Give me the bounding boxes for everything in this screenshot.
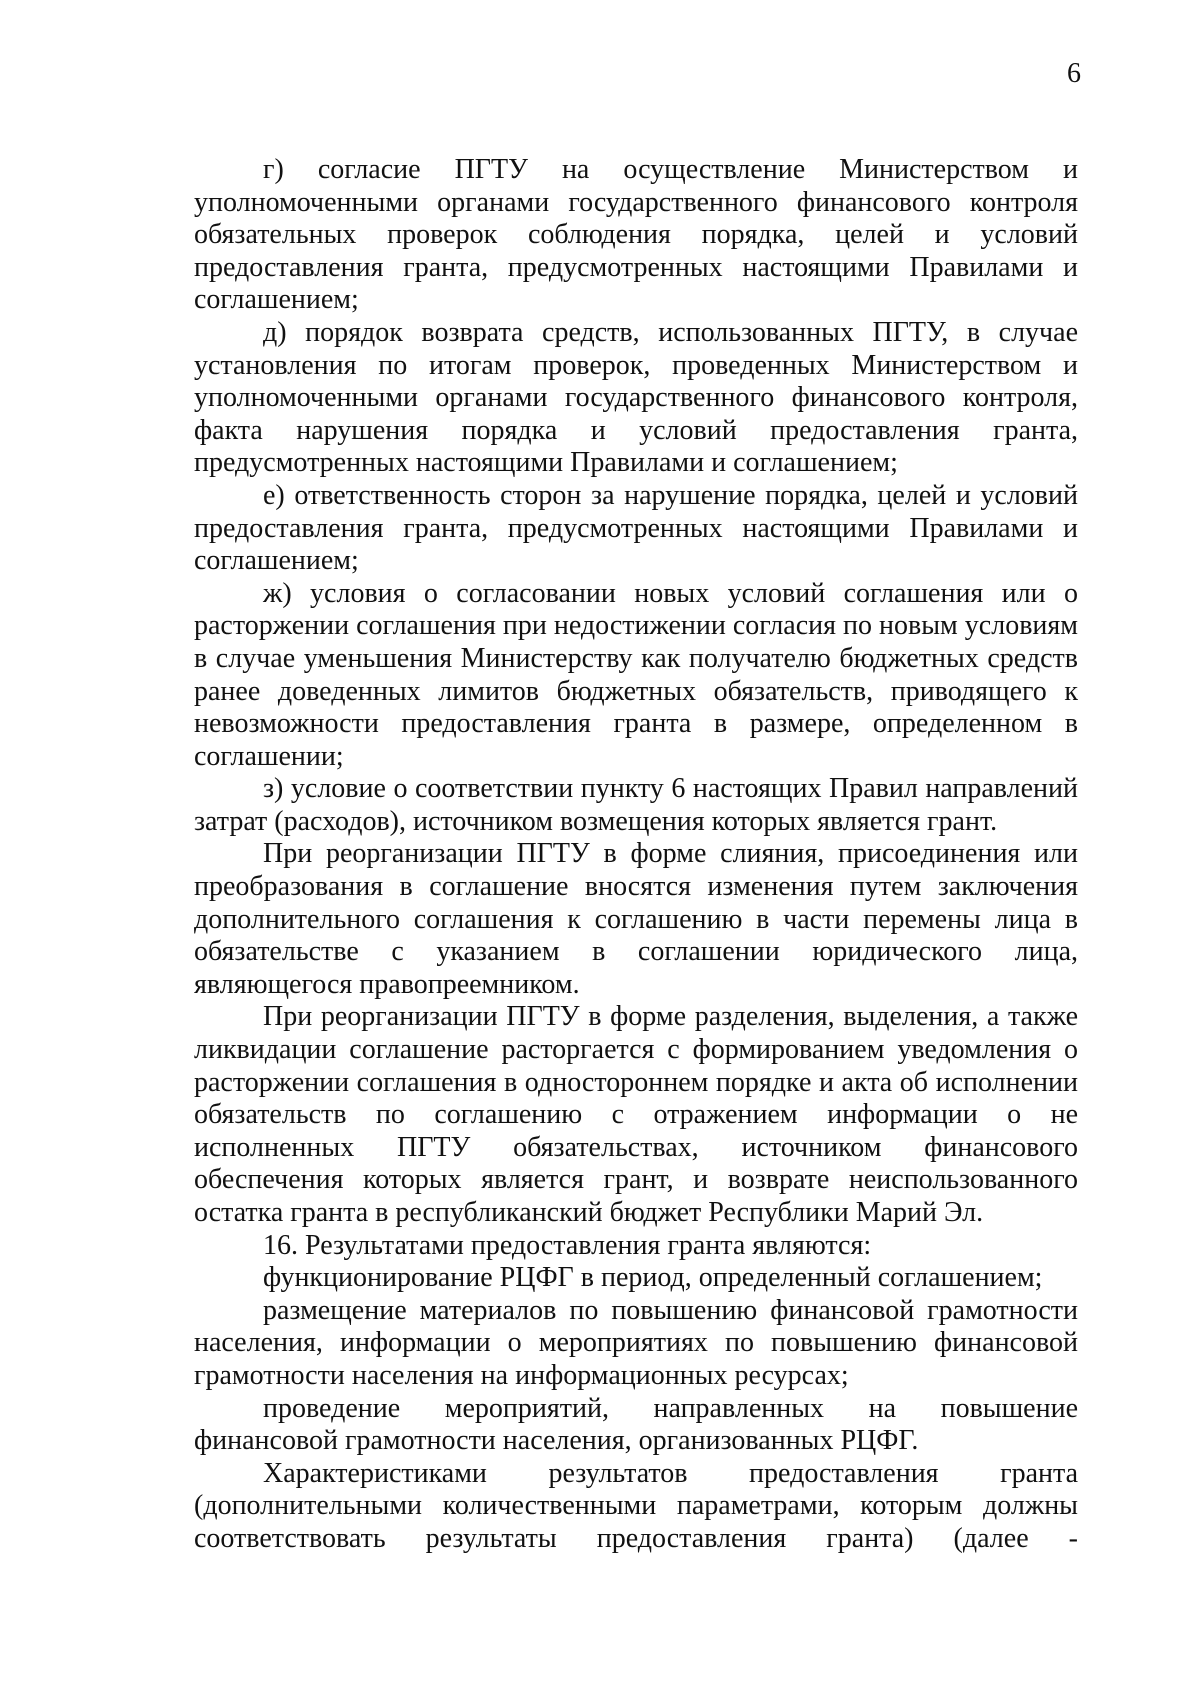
paragraph-result-materials: размещение материалов по повышению финансовой грамотности населения, информации о мероприятиях по повышению финансовой грамотности населения на информационных ресурсах; <box>194 1294 1078 1391</box>
paragraph-reorganization-merger: При реорганизации ПГТУ в форме слияния, присоединения или преобразования в соглашение вносятся изменения путем заключения дополнительного соглашения к соглашению в части перемены лица в обязательстве с указанием в соглашении юридического лица, являющегося правопреемником. <box>194 838 1078 1000</box>
paragraph-subitem-d: д) порядок возврата средств, использованных ПГТУ, в случае установления по итогам проверок, проведенных Министерством и уполномоченными органами государственного финансового контроля, факта нарушения порядка и условий предоставления гранта, предусмотренных настоящими Правилами и соглашением; <box>194 316 1078 479</box>
paragraph-subitem-e: е) ответственность сторон за нарушение порядка, целей и условий предоставления гранта, предусмотренных настоящими Правилами и соглашением; <box>194 479 1078 577</box>
paragraph-characteristics: Характеристиками результатов предоставления гранта (дополнительными количественными параметрами, которым должны соответствовать результаты предоставления гранта) (далее - <box>194 1457 1078 1554</box>
paragraph-result-functioning: функционирование РЦФГ в период, определенный соглашением; <box>263 1262 1043 1294</box>
paragraph-reorganization-division: При реорганизации ПГТУ в форме разделения, выделения, а также ликвидации соглашение расторгается с формированием уведомления о расторжении соглашения в одностороннем порядке и акта об исполнении обязательств по соглашению с отражением информации о не исполненных ПГТУ обязательствах, источником финансового обеспечения которых является грант, и возврате неиспользованного остатка гранта в республиканский бюджет Республики Марий Эл. <box>194 1001 1078 1228</box>
paragraph-item-16: 16. Результатами предоставления гранта являются: <box>263 1229 872 1261</box>
document-body <box>194 154 1078 1556</box>
page-number: 6 <box>1067 58 1081 89</box>
paragraph-subitem-z: з) условие о соответствии пункту 6 настоящих Правил направлений затрат (расходов), источником возмещения которых является грант. <box>194 773 1078 837</box>
paragraph-result-events: проведение мероприятий, направленных на повышение финансовой грамотности населения, организованных РЦФГ. <box>194 1392 1078 1457</box>
paragraph-subitem-zh: ж) условия о согласовании новых условий соглашения или о расторжении соглашения при недостижении согласия по новым условиям в случае уменьшения Министерству как получателю бюджетных средств ранее доведенных лимитов бюджетных обязательств, приводящего к невозможности предоставления гранта в размере, определенном в соглашении; <box>194 577 1078 772</box>
paragraph-subitem-g: г) согласие ПГТУ на осуществление Министерством и уполномоченными органами государственного финансового контроля обязательных проверок соблюдения порядка, целей и условий предоставления гранта, предусмотренных настоящими Правилами и соглашением; <box>194 154 1078 316</box>
